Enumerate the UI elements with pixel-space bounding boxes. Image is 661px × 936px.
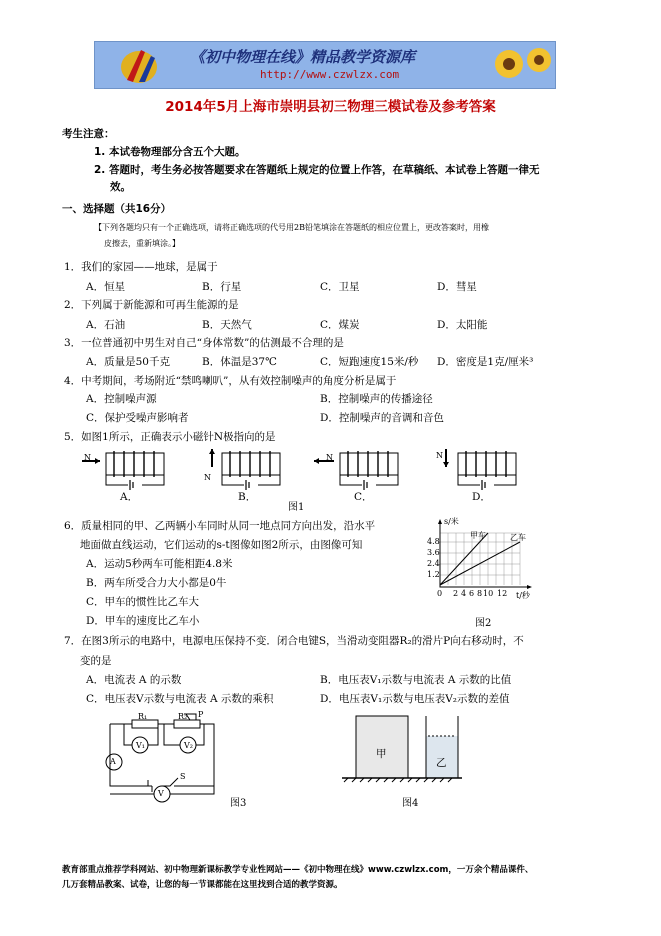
option: C．煤炭 (320, 319, 360, 331)
option: B．天然气 (202, 319, 252, 331)
option: C．甲车的惯性比乙车大 (86, 596, 200, 608)
option: D．太阳能 (437, 319, 488, 331)
option: D．密度是1克/厘米³ (437, 356, 534, 368)
question-stem: 3．一位普通初中男生对自己“身体常数”的估测最不合理的是 (64, 337, 344, 349)
tick-label: 6 (469, 589, 475, 598)
question-stem: 4．中考期间，考场附近“禁鸣喇叭”，从有效控制噪声的角度分析是属于 (64, 375, 397, 387)
option: C． (354, 491, 373, 503)
circuit-label: R₁ (138, 712, 148, 721)
option: B．行星 (202, 281, 242, 293)
question-stem: 变的是 (80, 655, 112, 667)
option: D． (472, 491, 491, 503)
option: C．卫星 (320, 281, 360, 293)
needle-label: N (436, 451, 443, 460)
circuit-label: S (180, 772, 186, 781)
option: D．控制噪声的音调和音色 (320, 412, 444, 424)
circuit-label: R₂ (178, 712, 188, 721)
needle-label: N (84, 453, 91, 462)
tick-label: 4.8 (427, 537, 440, 546)
option: A．控制噪声源 (86, 393, 157, 405)
container-label: 甲 (376, 748, 387, 760)
circuit-label: V₂ (184, 741, 193, 750)
axis-label: t/秒 (516, 591, 530, 600)
question-stem: 1．我们的家园——地球，是属于 (64, 261, 218, 273)
option: A． (120, 491, 139, 503)
banner-url: http://www.czwlzx.com (260, 68, 400, 81)
question-stem: 7．在图3所示的电路中，电源电压保持不变．闭合电键S，当滑动变阻器R₂的滑片P向右移动时，不 (64, 635, 524, 647)
logo-icon (113, 42, 173, 88)
option: B． (238, 491, 257, 503)
series-label: 甲车 (470, 531, 486, 540)
option: A．石油 (86, 319, 126, 331)
footer-line: 几万套精品教案、试卷，让您的每一节课都能在这里找到合适的教学资源。 (62, 880, 343, 890)
circuit-label: V (158, 789, 164, 798)
option: C．电压表V示数与电流表 A 示数的乘积 (86, 693, 274, 705)
question-stem: 6．质量相同的甲、乙两辆小车同时从同一地点同方向出发，沿水平 (64, 520, 376, 532)
option: C．短跑速度15米/秒 (320, 356, 419, 368)
option: A．质量是50千克 (86, 356, 170, 368)
option: C．保护受噪声影响者 (86, 412, 189, 424)
question-stem: 2．下列属于新能源和可再生能源的是 (64, 299, 239, 311)
circuit-label: V₁ (136, 741, 145, 750)
figure-caption: 图2 (475, 618, 492, 629)
option: D．彗星 (437, 281, 477, 293)
tick-label: 10 (483, 589, 494, 598)
tick-label: 2 (453, 589, 459, 598)
option: D．甲车的速度比乙车小 (86, 615, 200, 627)
tick-label: 3.6 (427, 548, 440, 557)
page-title: 2014年5月上海市崇明县初三物理三模试卷及参考答案 (165, 99, 496, 115)
option: B．两车所受合力大小都是0牛 (86, 577, 227, 589)
banner-title: 《初中物理在线》精品教学资源库 (190, 48, 416, 66)
footer-line: 教育部重点推荐学科网站、初中物理新课标教学专业性网站——《初中物理在线》www.czwlzx.com，一万余个精品课件、 (62, 865, 534, 875)
section-instruction: 【下列各题均只有一个正确选项，请将正确选项的代号用2B铅笔填涂在答题纸的相应位置上，更改答案时，用橡 (94, 223, 489, 232)
option: A．恒星 (86, 281, 126, 293)
option: D．电压表V₁示数与电压表V₂示数的差值 (320, 693, 510, 705)
tick-label: 8 (477, 589, 483, 598)
section-heading: 一、选择题（共16分） (62, 203, 172, 215)
banner (94, 41, 556, 89)
option: A．电流表 A 的示数 (86, 674, 182, 686)
option: B．体温是37℃ (202, 356, 277, 368)
figure-3-circuit (100, 710, 230, 806)
axis-label: s/米 (444, 517, 459, 526)
container-label: 乙 (436, 757, 447, 769)
figure-2-st-graph (430, 515, 550, 613)
question-stem: 地面做直线运动，它们运动的s-t图像如图2所示，由图像可知 (80, 539, 363, 551)
tick-label: 12 (497, 589, 508, 598)
figure-caption: 图1 (288, 502, 305, 513)
tick-label: 0 (437, 589, 443, 598)
notice-item: 2. 答题时，考生务必按答题要求在答题纸上规定的位置上作答，在草稿纸、本试卷上答题一律无 (94, 164, 540, 176)
notice-item: 1. 本试卷物理部分含五个大题。 (94, 146, 246, 158)
circuit-label: A (110, 757, 116, 766)
option: B．电压表V₁示数与电流表 A 示数的比值 (320, 674, 512, 686)
notice-heading: 考生注意： (62, 128, 115, 140)
tick-label: 1.2 (427, 570, 440, 579)
option: A．运动5秒两车可能相距4.8米 (86, 558, 233, 570)
question-stem: 5．如图1所示，正确表示小磁针N极指向的是 (64, 431, 276, 443)
needle-label: N (326, 453, 333, 462)
series-label: 乙车 (510, 533, 526, 542)
needle-label: N (204, 473, 211, 482)
section-instruction: 皮擦去，重新填涂。】 (104, 239, 180, 248)
circuit-label: P (198, 710, 204, 719)
tick-label: 2.4 (427, 559, 440, 568)
figure-4-containers (342, 712, 462, 784)
notice-item: 效。 (110, 181, 131, 193)
figure-caption: 图3 (230, 798, 247, 809)
option: B．控制噪声的传播途径 (320, 393, 433, 405)
sunflower-icon (487, 42, 556, 88)
figure-caption: 图4 (402, 798, 419, 809)
tick-label: 4 (461, 589, 467, 598)
